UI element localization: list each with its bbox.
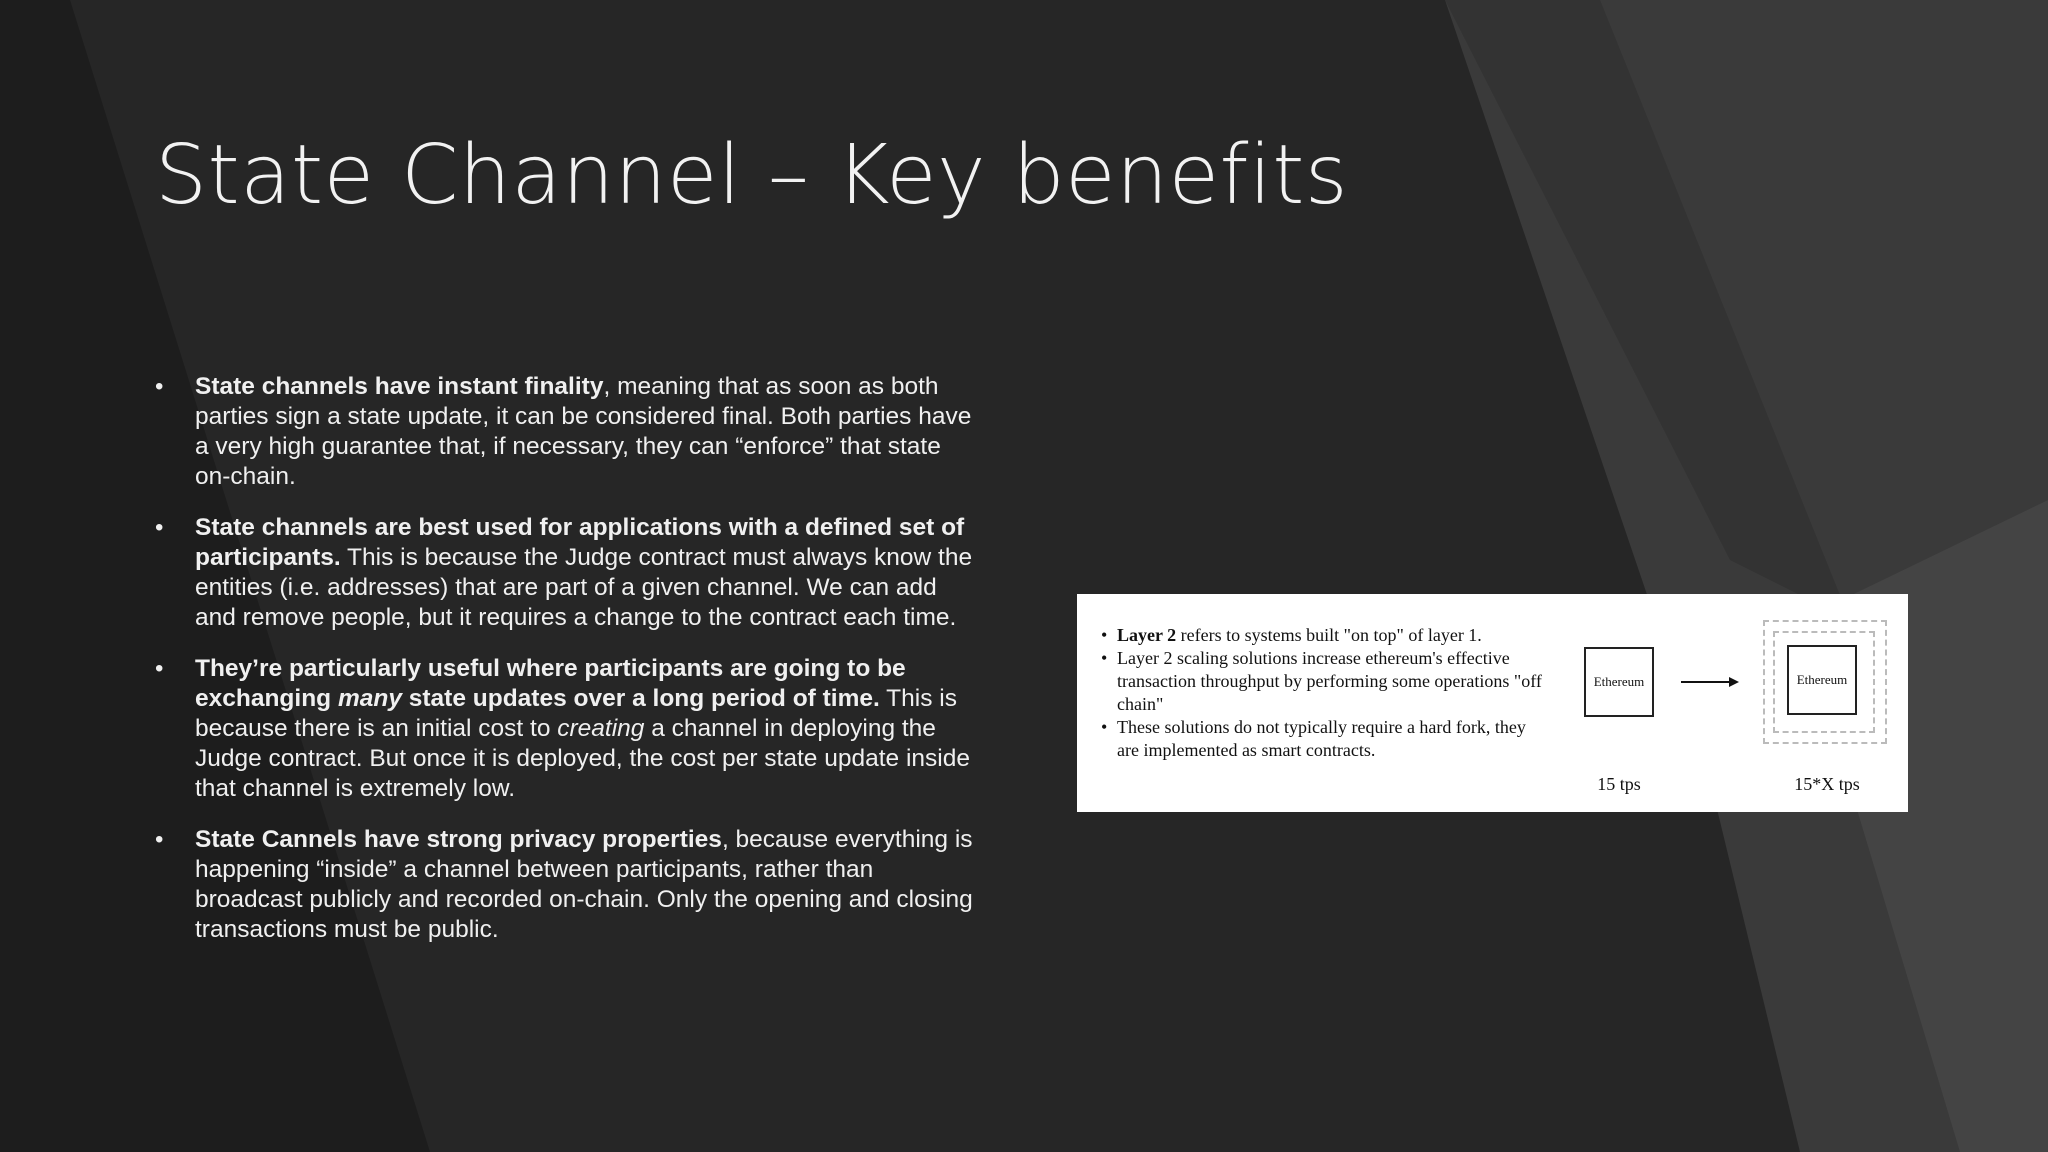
bullet-item	[155, 372, 975, 492]
bullet-list	[155, 372, 975, 966]
text-run: They’re particularly useful where participants are going to be exchanging	[195, 655, 906, 712]
text-run: State channels have instant finality	[195, 373, 604, 400]
bullet-item	[155, 825, 975, 945]
text-run: many	[337, 685, 402, 712]
text-run: a channel in deploying the Judge contract. But once it is deployed, the cost per state update inside that channel is extremely low.	[195, 715, 970, 802]
bullet-dot: •	[155, 826, 164, 853]
layer2-figure	[1077, 594, 1908, 812]
figure-bullet-text	[1117, 625, 1482, 645]
figure-bullet-item: • These solutions do not typically require a hard fork, they are implemented as smart contracts.	[1101, 717, 1526, 760]
figure-bullet-list	[1099, 624, 1549, 762]
tps-label-right: 15*X tps	[1794, 774, 1860, 794]
text-run: state updates over a long period of time.	[401, 685, 880, 712]
text-run: refers to systems built "on top" of layer 1.	[1176, 625, 1482, 645]
text-run: This is because there is an initial cost to	[195, 685, 957, 742]
ethereum-box-left: Ethereum	[1584, 647, 1654, 717]
bullet-text	[195, 826, 973, 943]
bullet-text	[195, 655, 970, 802]
figure-bullet-item: • Layer 2 refers to systems built "on top" of layer 1.	[1101, 625, 1482, 645]
figure-bullet-text	[1117, 648, 1542, 714]
right-arrow-icon	[1681, 674, 1741, 690]
figure-bullet-item: • Layer 2 scaling solutions increase ethereum's effective transaction throughput by performing some operations "off chain"	[1101, 648, 1542, 714]
text-run: These solutions do not typically require a hard fork, they are implemented as smart contracts.	[1117, 717, 1526, 760]
figure-bullet-text	[1117, 717, 1526, 760]
bullet-dot: •	[155, 655, 164, 682]
bullet-text	[195, 373, 971, 490]
bullet-text	[195, 514, 972, 631]
bullet-dot: •	[155, 373, 164, 400]
text-run: This is because the Judge contract must always know the entities (i.e. addresses) that are part of a given channel. We can add and remove people, but it requires a change to the contract each time.	[195, 544, 973, 631]
text-run: Layer 2 scaling solutions increase ethereum's effective transaction throughput by performing some operations "off chain"	[1117, 648, 1542, 714]
ethereum-box-right: Ethereum	[1787, 645, 1857, 715]
text-run: , meaning that as soon as both parties sign a state update, it can be considered final. Both parties have a very high guarantee that, if necessary, they can “enforce” that state on-chain.	[195, 373, 972, 490]
bullet-item	[155, 654, 975, 804]
bullet-item	[155, 513, 975, 633]
text-run: Layer 2	[1117, 625, 1177, 645]
text-run: , because everything is happening “inside” a channel between participants, rather than broadcast publicly and recorded on-chain. Only the opening and closing transactions must be public.	[195, 826, 973, 943]
text-run: creating	[557, 715, 645, 742]
slide-title: State Channel – Key benefits	[155, 128, 1349, 223]
text-run: State channels are best used for applications with a defined set of participants.	[195, 514, 965, 571]
tps-label-left: 15 tps	[1597, 774, 1641, 794]
bullet-dot: •	[155, 514, 164, 541]
text-run: State Cannels have strong privacy properties	[195, 826, 722, 853]
